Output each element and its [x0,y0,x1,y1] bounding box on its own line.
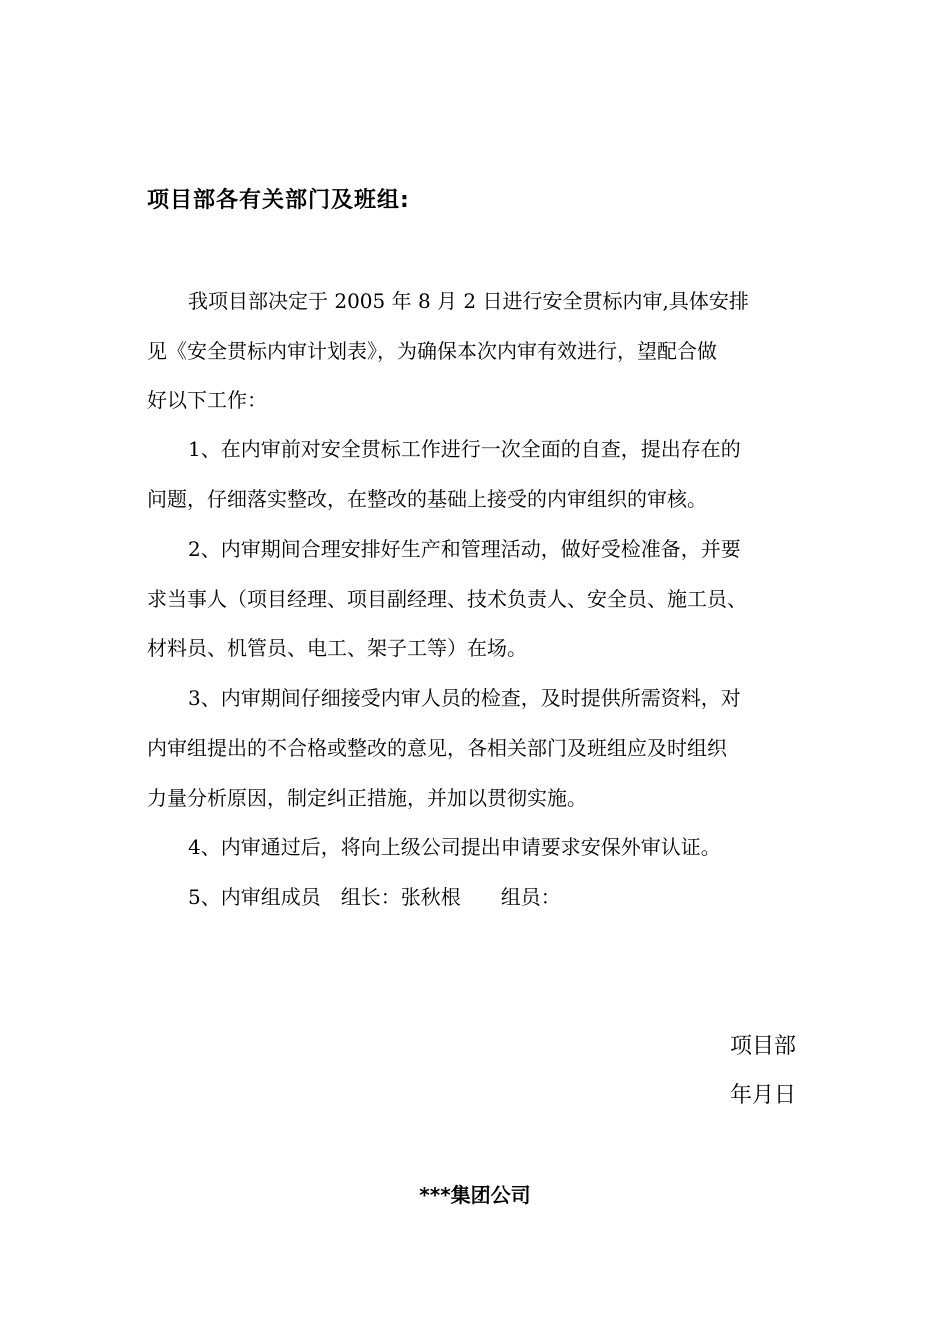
paragraph-intro-line-3: 好以下工作： [147,388,267,412]
item-3-line-3: 力量分析原因，制定纠正措施，并加以贯彻实施。 [147,786,587,810]
item-2-line-1: 2、内审期间合理安排好生产和管理活动，做好受检准备，并要 [188,537,741,561]
signature-department: 项目部 [730,1034,797,1059]
item-2-line-3: 材料员、机管员、电工、架子工等）在场。 [147,636,527,660]
item-1-line-2: 问题，仔细落实整改，在整改的基础上接受的内审组织的审核。 [147,487,707,511]
item-3-line-1: 3、内审期间仔细接受内审人员的检查，及时提供所需资料，对 [188,686,741,710]
footer-company [0,1180,950,1210]
item-4-line-1: 4、内审通过后，将向上级公司提出申请要求安保外审认证。 [188,835,721,859]
paragraph-intro-line-2: 见《安全贯标内审计划表》，为确保本次内审有效进行，望配合做 [147,339,717,363]
signature-date: 年月日 [730,1083,797,1108]
footer-company-name: ***集团公司 [419,1183,531,1207]
item-2-line-2: 求当事人（项目经理、项目副经理、技术负责人、安全员、施工员、 [147,587,747,611]
letter-salutation: 项目部各有关部门及班组: [147,188,410,213]
item-3-line-2: 内审组提出的不合格或整改的意见，各相关部门及班组应及时组织 [147,736,727,760]
item-1-line-1: 1、在内审前对安全贯标工作进行一次全面的自查，提出存在的 [188,437,741,461]
paragraph-intro-line-1: 我项目部决定于 2005 年 8 月 2 日进行安全贯标内审,具体安排 [188,289,749,313]
item-5-line-1: 5、内审组成员 组长：张秋根 组员： [188,885,561,909]
